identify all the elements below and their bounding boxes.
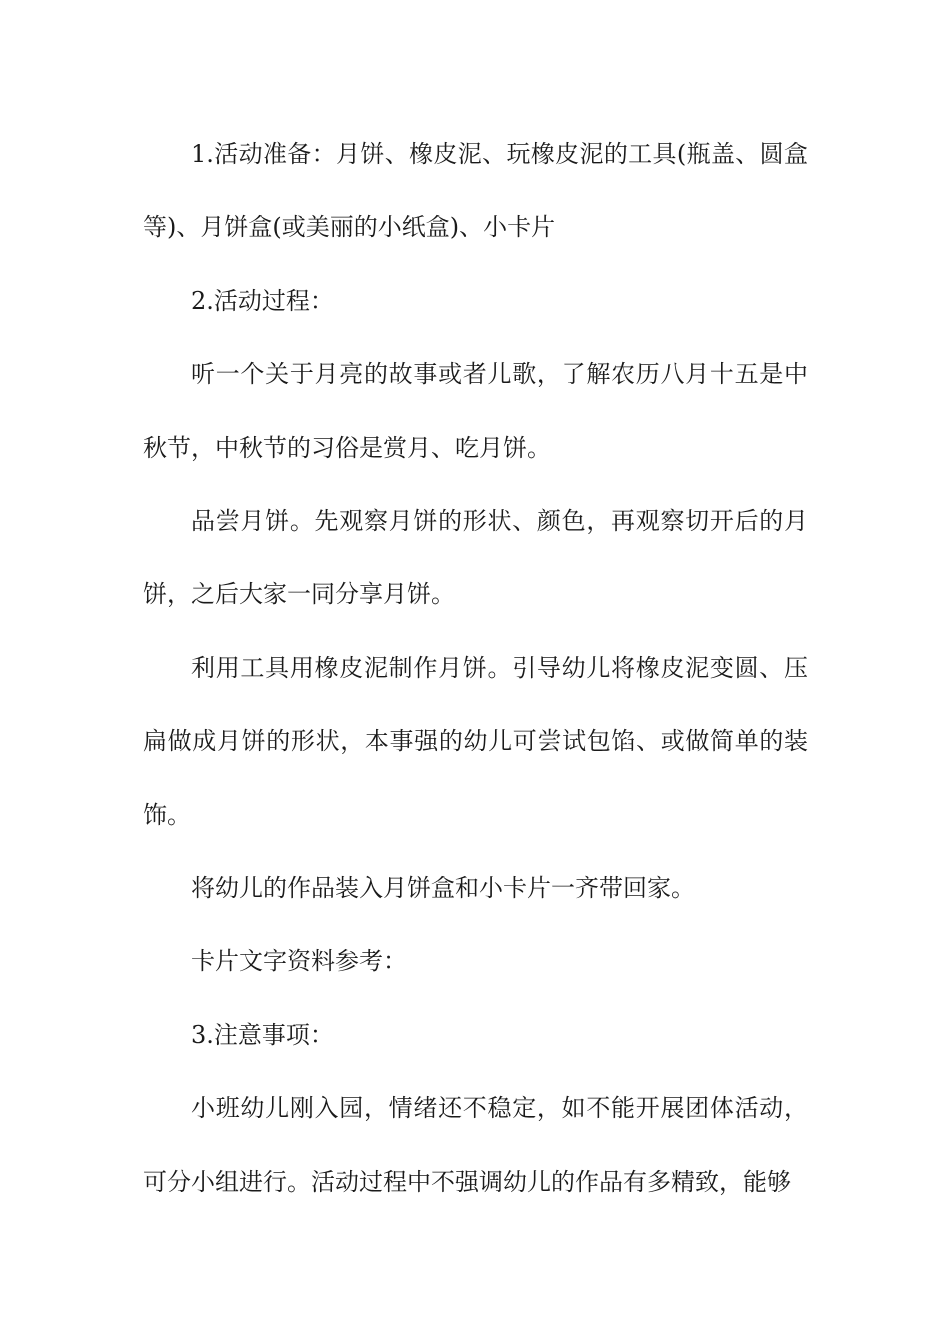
- paragraph-taste-mooncake: 品尝月饼。先观察月饼的形状、颜色，再观察切开后的月饼，之后大家一同分享月饼。: [143, 507, 808, 609]
- paragraph-activity-preparation: 1.活动准备：月饼、橡皮泥、玩橡皮泥的工具(瓶盖、圆盒等)、月饼盒(或美丽的小纸盒)、小卡片: [143, 140, 808, 242]
- paragraph-story: 听一个关于月亮的故事或者儿歌，了解农历八月十五是中秋节，中秋节的习俗是赏月、吃月饼。: [143, 360, 808, 462]
- paragraph-card-text-reference: 卡片文字资料参考：: [191, 947, 407, 976]
- paragraph-notes-heading: 3.注意事项：: [191, 1020, 334, 1049]
- document-body: [143, 118, 808, 1219]
- paragraph-activity-process-heading: 2.活动过程：: [191, 286, 334, 315]
- paragraph-make-mooncake: 利用工具用橡皮泥制作月饼。引导幼儿将橡皮泥变圆、压扁做成月饼的形状，本事强的幼儿可尝试包馅、或做简单的装饰。: [143, 653, 808, 829]
- paragraph-take-home: 将幼儿的作品装入月饼盒和小卡片一齐带回家。: [191, 874, 695, 903]
- paragraph-notes-body: 小班幼儿刚入园，情绪还不稳定，如不能开展团体活动，可分小组进行。活动过程中不强调幼儿的作品有多精致，能够: [143, 1094, 808, 1196]
